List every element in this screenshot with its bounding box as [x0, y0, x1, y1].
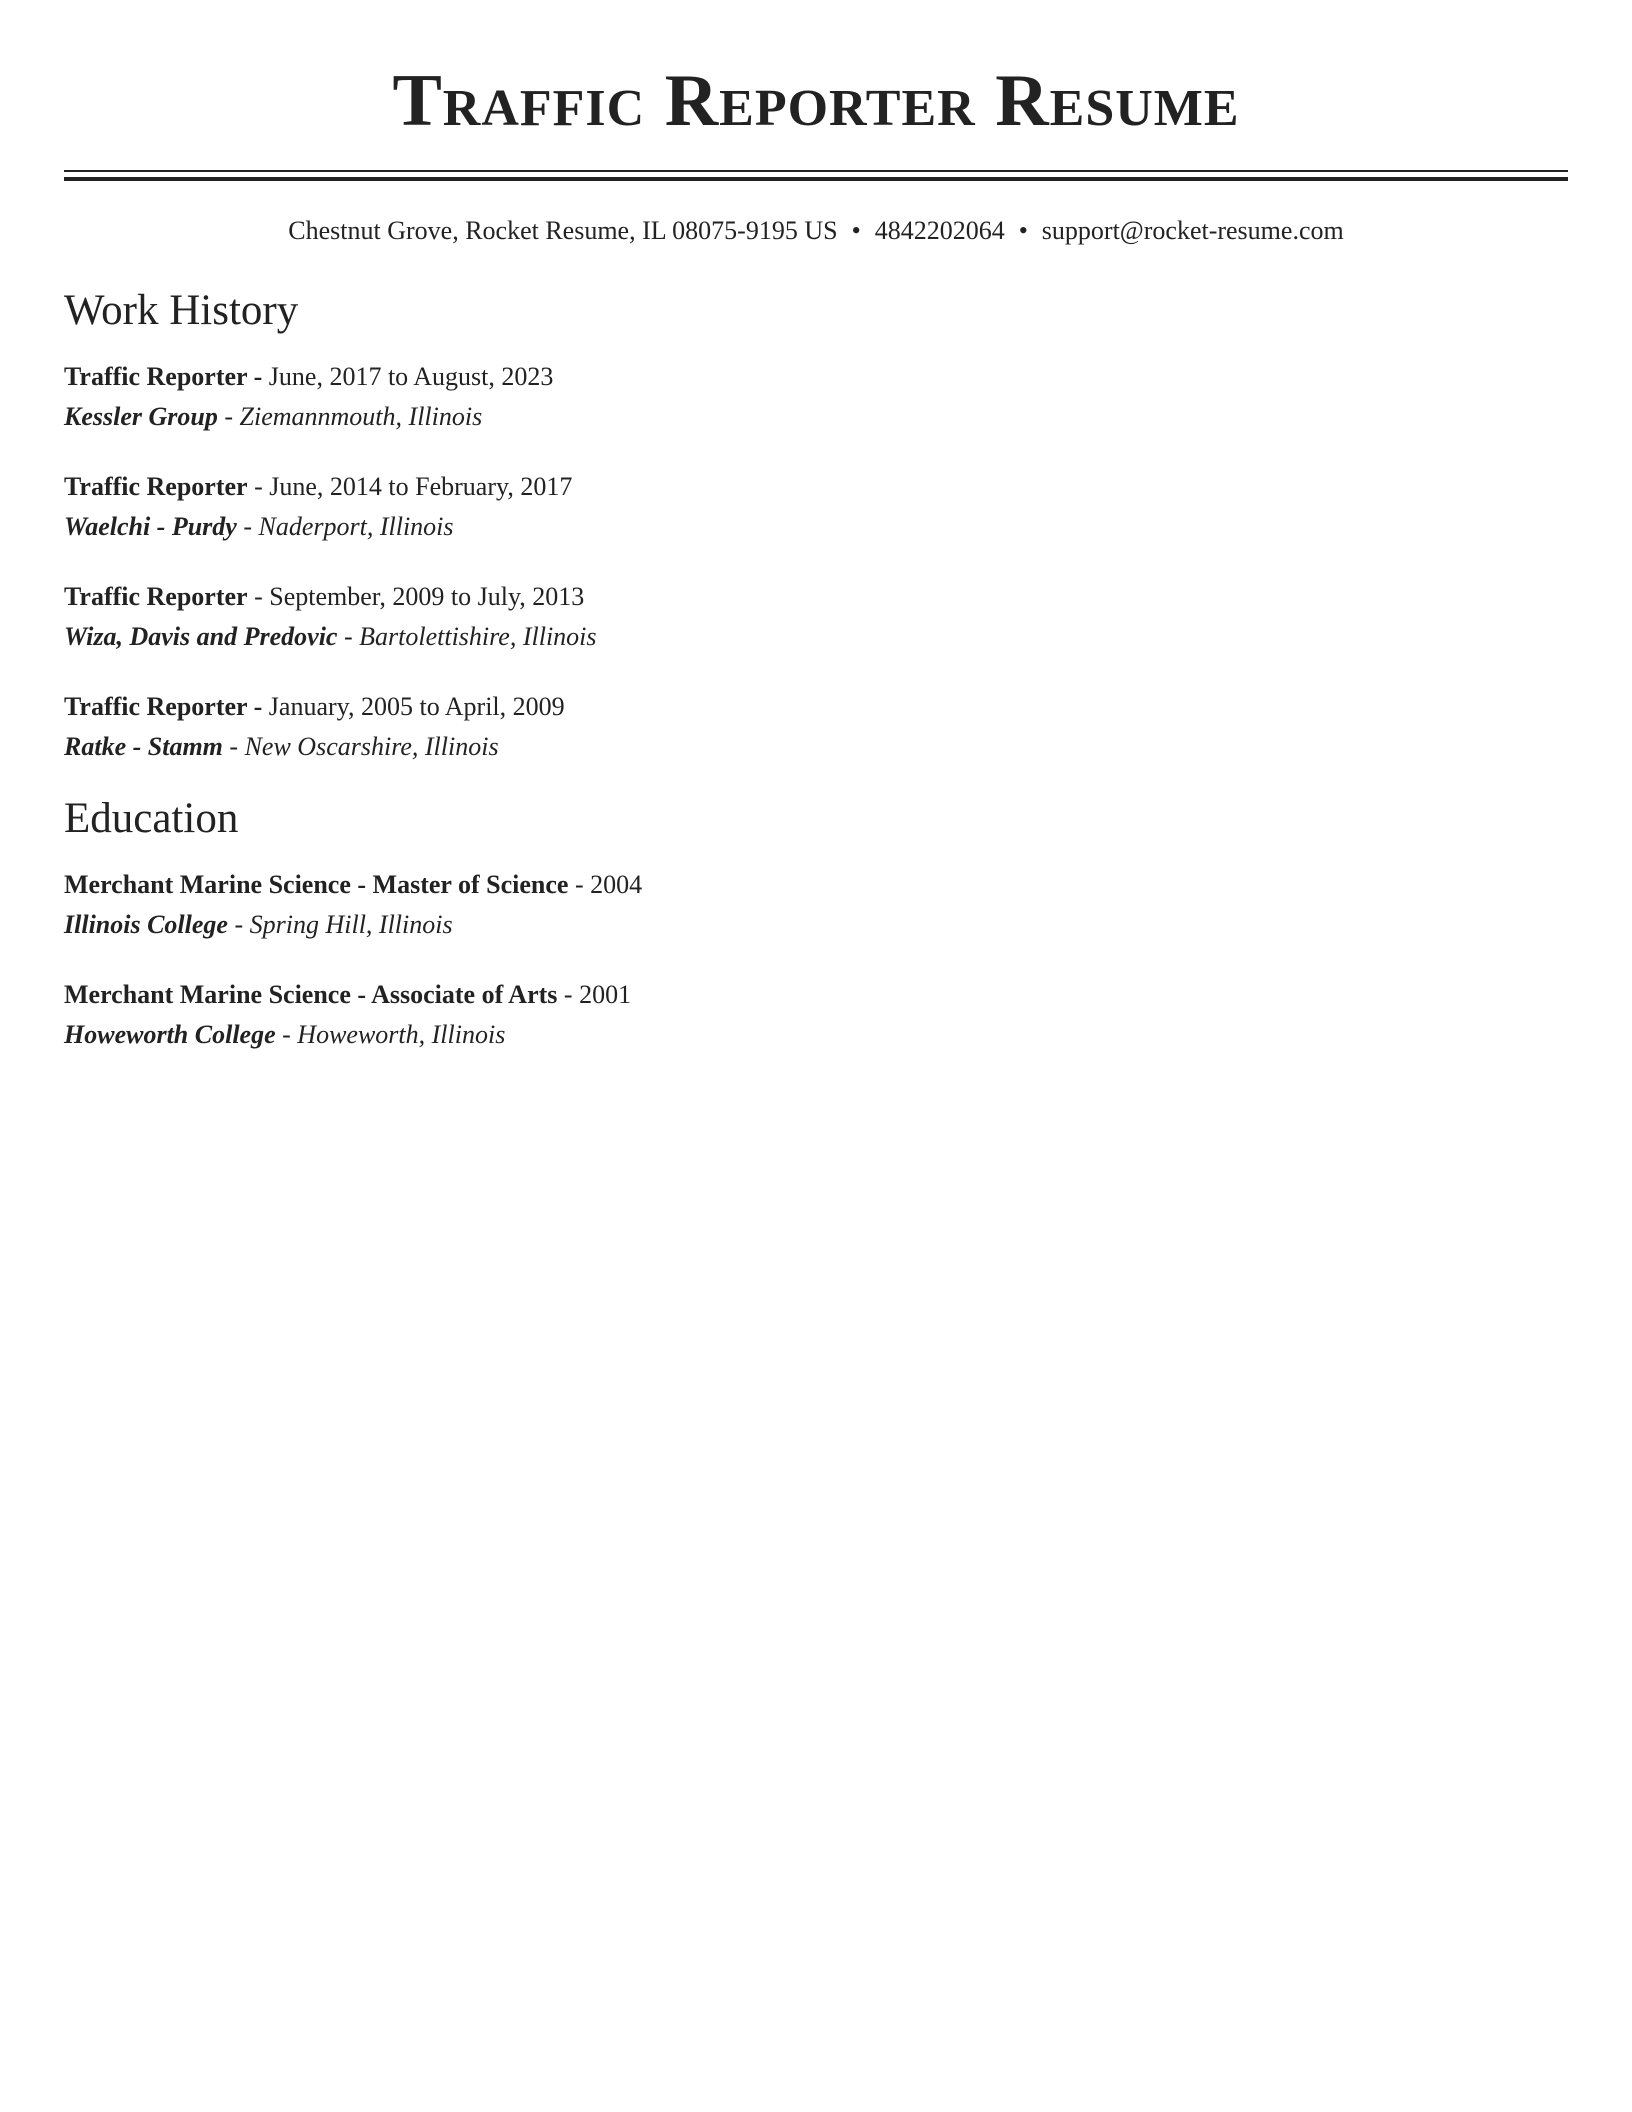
job-dash: - [217, 402, 240, 431]
job-dash: - [222, 732, 245, 761]
job-company-line [64, 617, 1568, 657]
job-dash: - [247, 362, 269, 391]
job-title-line [64, 467, 1568, 507]
resume-title: Traffic Reporter Resume [392, 60, 1240, 142]
degree-year: 2001 [579, 980, 632, 1009]
job-location: Naderport, Illinois [258, 512, 454, 541]
school-location: Howeworth, Illinois [297, 1020, 506, 1049]
job-entry [64, 687, 1568, 767]
job-dash: - [247, 582, 270, 611]
school-dash: - [227, 910, 250, 939]
title-double-rule [64, 170, 1568, 181]
contact-separator: • [851, 216, 861, 245]
job-company: Kessler Group [64, 402, 218, 431]
job-title: Traffic Reporter [64, 582, 248, 611]
education-entry [64, 865, 1568, 945]
job-company-line [64, 397, 1568, 437]
degree-title: Merchant Marine Science - Associate of Arts [64, 980, 558, 1009]
job-company: Ratke - Stamm [64, 732, 223, 761]
job-title: Traffic Reporter [64, 472, 248, 501]
job-title: Traffic Reporter [64, 692, 248, 721]
job-title-line [64, 577, 1568, 617]
contact-separator: • [1018, 216, 1028, 245]
job-company: Wiza, Davis and Predovic [64, 622, 338, 651]
job-dash: - [247, 472, 270, 501]
job-company-line [64, 727, 1568, 767]
job-entry [64, 577, 1568, 657]
contact-line [64, 215, 1568, 247]
degree-line [64, 865, 1568, 905]
job-title-line [64, 357, 1568, 397]
job-entry [64, 467, 1568, 547]
degree-dash: - [557, 980, 580, 1009]
job-dates: September, 2009 to July, 2013 [269, 582, 585, 611]
job-dates: June, 2014 to February, 2017 [269, 472, 573, 501]
degree-title: Merchant Marine Science - Master of Science [64, 870, 569, 899]
job-title: Traffic Reporter [64, 362, 248, 391]
school-line [64, 1015, 1568, 1055]
degree-year: 2004 [590, 870, 643, 899]
school-line [64, 905, 1568, 945]
education-heading: Education [64, 795, 239, 842]
degree-dash: - [568, 870, 591, 899]
job-location: New Oscarshire, Illinois [244, 732, 499, 761]
school-location: Spring Hill, Illinois [249, 910, 453, 939]
job-dash: - [337, 622, 360, 651]
job-dates: January, 2005 to April, 2009 [268, 692, 565, 721]
job-dash: - [236, 512, 259, 541]
degree-line [64, 975, 1568, 1015]
job-entry [64, 357, 1568, 437]
job-company: Waelchi - Purdy [64, 512, 237, 541]
job-dash: - [247, 692, 269, 721]
contact-phone: 4842202064 [874, 216, 1005, 245]
school-name: Illinois College [64, 910, 228, 939]
job-dates: June, 2017 to August, 2023 [268, 362, 554, 391]
job-location: Bartolettishire, Illinois [359, 622, 597, 651]
contact-address: Chestnut Grove, Rocket Resume, IL 08075-9195 US [288, 216, 838, 245]
job-company-line [64, 507, 1568, 547]
job-title-line [64, 687, 1568, 727]
job-location: Ziemannmouth, Illinois [239, 402, 483, 431]
school-dash: - [275, 1020, 298, 1049]
school-name: Howeworth College [64, 1020, 276, 1049]
education-entry [64, 975, 1568, 1055]
work-history-heading: Work History [64, 287, 299, 334]
contact-email: support@rocket-resume.com [1041, 216, 1344, 245]
